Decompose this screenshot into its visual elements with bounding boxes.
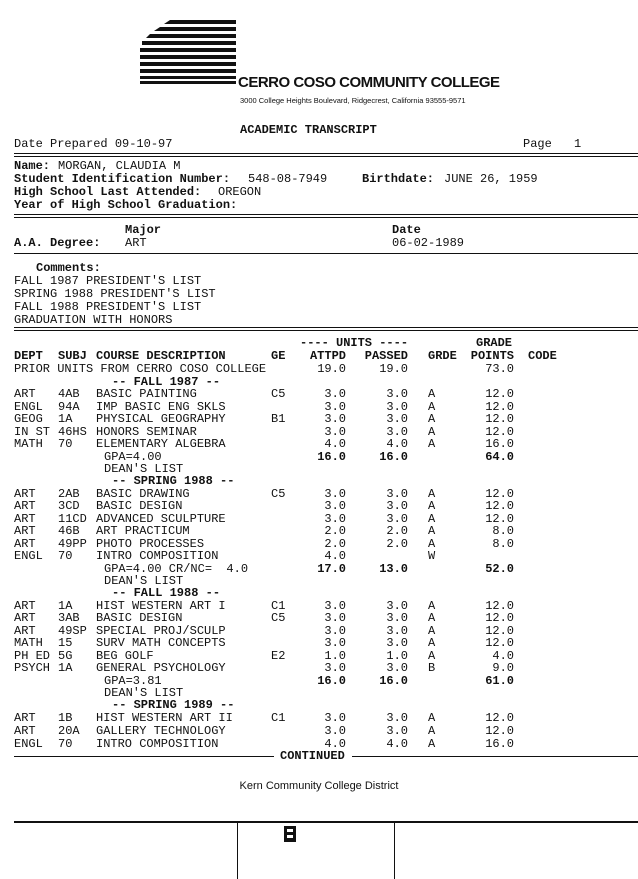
cell-dept: ART xyxy=(14,512,36,526)
cell-passed: 3.0 xyxy=(386,499,408,513)
divider xyxy=(14,217,638,218)
cell-attpd: 3.0 xyxy=(324,599,346,613)
col-code: CODE xyxy=(528,349,557,363)
cell-dept: ART xyxy=(14,711,36,725)
term-total-points: 64.0 xyxy=(485,450,514,464)
cell-attpd: 3.0 xyxy=(324,425,346,439)
cell-attpd: 3.0 xyxy=(324,636,346,650)
term-total-passed: 16.0 xyxy=(379,450,408,464)
prior-units-text: PRIOR UNITS FROM CERRO COSO COLLEGE xyxy=(14,362,267,376)
term-honor: DEAN'S LIST xyxy=(104,462,184,476)
cell-dept: MATH xyxy=(14,636,43,650)
cell-subj: 49PP xyxy=(58,537,87,551)
cell-dept: ENGL xyxy=(14,737,43,751)
hs-graduation-label: Year of High School Graduation: xyxy=(14,198,238,212)
term-title: -- FALL 1987 -- xyxy=(112,375,221,389)
college-logo-icon xyxy=(132,18,238,88)
cell-passed: 3.0 xyxy=(386,611,408,625)
cell-points: 12.0 xyxy=(485,487,514,501)
divider xyxy=(14,756,274,757)
cell-points: 4.0 xyxy=(492,649,514,663)
cell-subj: 4AB xyxy=(58,387,80,401)
high-school: OREGON xyxy=(218,185,262,199)
cell-subj: 49SP xyxy=(58,624,87,638)
degree-date: 06-02-1989 xyxy=(392,236,465,250)
term-total-attpd: 16.0 xyxy=(317,450,346,464)
name-label: Name: xyxy=(14,159,51,173)
continued-label: CONTINUED xyxy=(280,749,345,763)
cell-dept: ART xyxy=(14,487,36,501)
cell-desc: IMP BASIC ENG SKLS xyxy=(96,400,226,414)
cell-desc: INTRO COMPOSITION xyxy=(96,549,219,563)
term-total-passed: 13.0 xyxy=(379,562,408,576)
cell-ge: B1 xyxy=(271,412,286,426)
cell-desc: HIST WESTERN ART I xyxy=(96,599,226,613)
col-passed: PASSED xyxy=(364,349,408,363)
district-name: Kern Community College District xyxy=(239,780,399,792)
comment-line: SPRING 1988 PRESIDENT'S LIST xyxy=(14,287,216,301)
cell-desc: BASIC PAINTING xyxy=(96,387,197,401)
cell-points: 12.0 xyxy=(485,624,514,638)
divider xyxy=(352,756,638,757)
comment-line: FALL 1988 PRESIDENT'S LIST xyxy=(14,300,202,314)
cell-passed: 3.0 xyxy=(386,661,408,675)
cell-dept: PH ED xyxy=(14,649,51,663)
divider xyxy=(14,156,638,157)
cell-passed: 3.0 xyxy=(386,636,408,650)
cell-attpd: 3.0 xyxy=(324,499,346,513)
cell-desc: PHYSICAL GEOGRAPHY xyxy=(96,412,226,426)
prior-passed: 19.0 xyxy=(379,362,408,376)
col-desc: COURSE DESCRIPTION xyxy=(96,349,226,363)
col-subj: SUBJ xyxy=(58,349,87,363)
term-total-passed: 16.0 xyxy=(379,674,408,688)
units-header: ---- UNITS ---- xyxy=(300,336,409,350)
cell-attpd: 3.0 xyxy=(324,624,346,638)
cell-passed: 4.0 xyxy=(386,437,408,451)
cell-points: 8.0 xyxy=(492,524,514,538)
term-gpa: GPA=4.00 xyxy=(104,450,162,464)
cell-points: 12.0 xyxy=(485,387,514,401)
cell-subj: 46HS xyxy=(58,425,87,439)
cell-passed: 2.0 xyxy=(386,524,408,538)
term-gpa: GPA=4.00 CR/NC= 4.0 xyxy=(104,562,249,576)
cell-subj: 46B xyxy=(58,524,80,538)
cell-grade: A xyxy=(428,711,436,725)
cell-grade: A xyxy=(428,387,436,401)
cell-grade: A xyxy=(428,499,436,513)
comment-line: FALL 1987 PRESIDENT'S LIST xyxy=(14,274,202,288)
col-attpd: ATTPD xyxy=(309,349,346,363)
high-school-label: High School Last Attended: xyxy=(14,185,202,199)
cell-grade: A xyxy=(428,724,436,738)
cell-desc: SURV MATH CONCEPTS xyxy=(96,636,226,650)
cell-grade: A xyxy=(428,425,436,439)
divider xyxy=(14,214,638,215)
col-dept: DEPT xyxy=(14,349,43,363)
col-ge: GE xyxy=(271,349,286,363)
cell-passed: 4.0 xyxy=(386,737,408,751)
term-total-points: 61.0 xyxy=(485,674,514,688)
cell-grade: A xyxy=(428,512,436,526)
cell-grade: A xyxy=(428,649,436,663)
cell-grade: A xyxy=(428,624,436,638)
cell-desc: BASIC DESIGN xyxy=(96,611,183,625)
grade-header: GRADE xyxy=(476,336,513,350)
term-total-points: 52.0 xyxy=(485,562,514,576)
birthdate: JUNE 26, 1959 xyxy=(444,172,538,186)
cell-points: 9.0 xyxy=(492,661,514,675)
prior-points: 73.0 xyxy=(485,362,514,376)
cell-points: 12.0 xyxy=(485,711,514,725)
cell-subj: 15 xyxy=(58,636,73,650)
cell-ge: E2 xyxy=(271,649,286,663)
cell-passed: 3.0 xyxy=(386,412,408,426)
cell-grade: A xyxy=(428,487,436,501)
cell-desc: BASIC DRAWING xyxy=(96,487,190,501)
cell-grade: A xyxy=(428,611,436,625)
prior-attpd: 19.0 xyxy=(317,362,346,376)
cell-subj: 3CD xyxy=(58,499,80,513)
cell-subj: 70 xyxy=(58,737,73,751)
cell-desc: PHOTO PROCESSES xyxy=(96,537,205,551)
cell-desc: HONORS SEMINAR xyxy=(96,425,197,439)
cell-points: 12.0 xyxy=(485,724,514,738)
birthdate-label: Birthdate: xyxy=(362,172,435,186)
cell-points: 12.0 xyxy=(485,611,514,625)
cell-attpd: 4.0 xyxy=(324,549,346,563)
cell-passed: 2.0 xyxy=(386,537,408,551)
cell-dept: ART xyxy=(14,499,36,513)
cell-passed: 1.0 xyxy=(386,649,408,663)
cell-subj: 20A xyxy=(58,724,80,738)
form-box xyxy=(237,823,395,879)
degree-label: A.A. Degree: xyxy=(14,236,101,250)
cell-dept: ART xyxy=(14,524,36,538)
cell-attpd: 3.0 xyxy=(324,487,346,501)
registration-mark-icon xyxy=(283,826,297,842)
cell-desc: ART PRACTICUM xyxy=(96,524,190,538)
cell-passed: 3.0 xyxy=(386,599,408,613)
cell-passed: 3.0 xyxy=(386,512,408,526)
cell-points: 12.0 xyxy=(485,599,514,613)
cell-dept: GEOG xyxy=(14,412,43,426)
page-label: Page xyxy=(523,137,552,151)
student-name: MORGAN, CLAUDIA M xyxy=(58,159,181,173)
cell-grade: A xyxy=(428,437,436,451)
cell-attpd: 3.0 xyxy=(324,512,346,526)
cell-desc: GALLERY TECHNOLOGY xyxy=(96,724,226,738)
col-grde: GRDE xyxy=(428,349,457,363)
cell-attpd: 2.0 xyxy=(324,524,346,538)
divider xyxy=(14,153,638,154)
divider xyxy=(14,330,638,331)
cell-dept: ENGL xyxy=(14,549,43,563)
cell-attpd: 4.0 xyxy=(324,437,346,451)
date-prepared: Date Prepared 09-10-97 xyxy=(14,137,173,151)
cell-subj: 2AB xyxy=(58,487,80,501)
cell-grade: A xyxy=(428,524,436,538)
cell-dept: ART xyxy=(14,599,36,613)
cell-dept: ART xyxy=(14,724,36,738)
cell-points: 12.0 xyxy=(485,499,514,513)
term-total-attpd: 16.0 xyxy=(317,674,346,688)
cell-subj: 5G xyxy=(58,649,73,663)
page-number: 1 xyxy=(574,137,582,151)
cell-attpd: 3.0 xyxy=(324,387,346,401)
cell-subj: 1B xyxy=(58,711,73,725)
term-total-attpd: 17.0 xyxy=(317,562,346,576)
cell-grade: A xyxy=(428,400,436,414)
cell-dept: ART xyxy=(14,537,36,551)
cell-grade: W xyxy=(428,549,436,563)
cell-desc: SPECIAL PROJ/SCULP xyxy=(96,624,226,638)
cell-dept: ART xyxy=(14,611,36,625)
major-header: Major xyxy=(125,223,162,237)
term-gpa: GPA=3.81 xyxy=(104,674,162,688)
cell-desc: ELEMENTARY ALGEBRA xyxy=(96,437,226,451)
cell-dept: IN ST xyxy=(14,425,51,439)
cell-attpd: 3.0 xyxy=(324,711,346,725)
cell-grade: B xyxy=(428,661,436,675)
cell-points: 12.0 xyxy=(485,425,514,439)
cell-ge: C1 xyxy=(271,711,286,725)
cell-subj: 70 xyxy=(58,437,73,451)
cell-attpd: 3.0 xyxy=(324,661,346,675)
document-title: ACADEMIC TRANSCRIPT xyxy=(240,123,377,137)
cell-attpd: 3.0 xyxy=(324,611,346,625)
cell-desc: HIST WESTERN ART II xyxy=(96,711,233,725)
term-honor: DEAN'S LIST xyxy=(104,686,184,700)
cell-desc: BASIC DESIGN xyxy=(96,499,183,513)
cell-desc: BEG GOLF xyxy=(96,649,154,663)
date-header: Date xyxy=(392,223,421,237)
col-points: POINTS xyxy=(470,349,514,363)
cell-grade: A xyxy=(428,737,436,751)
cell-ge: C5 xyxy=(271,387,286,401)
cell-subj: 1A xyxy=(58,412,73,426)
term-title: -- SPRING 1988 -- xyxy=(112,474,235,488)
cell-desc: INTRO COMPOSITION xyxy=(96,737,219,751)
cell-passed: 3.0 xyxy=(386,400,408,414)
cell-subj: 3AB xyxy=(58,611,80,625)
student-id-label: Student Identification Number: xyxy=(14,172,231,186)
comments-label: Comments: xyxy=(36,261,101,275)
cell-points: 12.0 xyxy=(485,400,514,414)
cell-ge: C1 xyxy=(271,599,286,613)
cell-points: 12.0 xyxy=(485,636,514,650)
divider xyxy=(14,327,638,328)
cell-passed: 3.0 xyxy=(386,387,408,401)
cell-grade: A xyxy=(428,599,436,613)
cell-dept: MATH xyxy=(14,437,43,451)
cell-passed: 3.0 xyxy=(386,487,408,501)
cell-attpd: 3.0 xyxy=(324,724,346,738)
cell-grade: A xyxy=(428,636,436,650)
cell-points: 12.0 xyxy=(485,512,514,526)
cell-points: 16.0 xyxy=(485,437,514,451)
cell-attpd: 2.0 xyxy=(324,537,346,551)
cell-passed: 3.0 xyxy=(386,711,408,725)
cell-ge: C5 xyxy=(271,487,286,501)
cell-subj: 11CD xyxy=(58,512,87,526)
cell-dept: ART xyxy=(14,624,36,638)
cell-desc: GENERAL PSYCHOLOGY xyxy=(96,661,226,675)
cell-grade: A xyxy=(428,537,436,551)
cell-attpd: 4.0 xyxy=(324,737,346,751)
term-title: -- SPRING 1989 -- xyxy=(112,698,235,712)
comment-line: GRADUATION WITH HONORS xyxy=(14,313,173,327)
cell-subj: 94A xyxy=(58,400,80,414)
cell-points: 8.0 xyxy=(492,537,514,551)
cell-subj: 1A xyxy=(58,599,73,613)
cell-grade: A xyxy=(428,412,436,426)
divider xyxy=(14,253,638,254)
college-address: 3000 College Heights Boulevard, Ridgecrest, California 93555-9571 xyxy=(240,96,466,105)
cell-subj: 1A xyxy=(58,661,73,675)
cell-dept: ART xyxy=(14,387,36,401)
cell-dept: ENGL xyxy=(14,400,43,414)
student-id: 548-08-7949 xyxy=(248,172,328,186)
cell-passed: 3.0 xyxy=(386,425,408,439)
cell-attpd: 3.0 xyxy=(324,400,346,414)
cell-attpd: 3.0 xyxy=(324,412,346,426)
cell-desc: ADVANCED SCULPTURE xyxy=(96,512,226,526)
cell-points: 12.0 xyxy=(485,412,514,426)
cell-ge: C5 xyxy=(271,611,286,625)
cell-passed: 3.0 xyxy=(386,624,408,638)
term-honor: DEAN'S LIST xyxy=(104,574,184,588)
cell-dept: PSYCH xyxy=(14,661,51,675)
cell-subj: 70 xyxy=(58,549,73,563)
term-title: -- FALL 1988 -- xyxy=(112,586,221,600)
cell-attpd: 1.0 xyxy=(324,649,346,663)
cell-points: 16.0 xyxy=(485,737,514,751)
cell-passed: 3.0 xyxy=(386,724,408,738)
college-name: CERRO COSO COMMUNITY COLLEGE xyxy=(238,74,500,91)
degree-major: ART xyxy=(125,236,147,250)
